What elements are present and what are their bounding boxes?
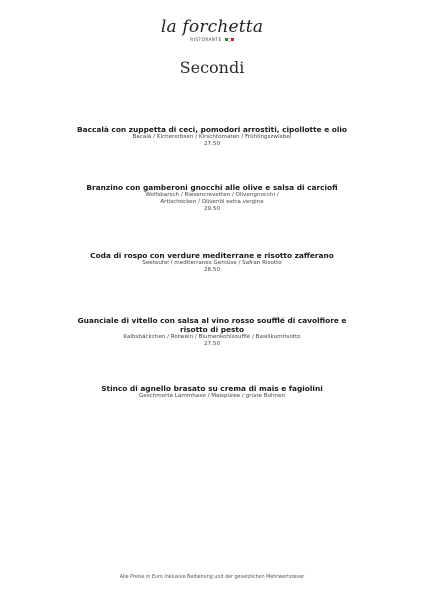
dish-description: Seeteufel / mediterranes Gemüse / Safran Risotto bbox=[142, 260, 282, 266]
dish-price: 27.50 bbox=[203, 341, 220, 347]
dish-name: Coda di rospo con verdure mediterrane e risotto zafferano bbox=[90, 251, 334, 260]
logo-script-text: la forchetta bbox=[160, 17, 264, 37]
dish-description: Kalbsbäckchen / Rotwein / Blumenkohlsoufflé / Basilikumrisotto bbox=[123, 334, 301, 340]
logo-subtitle: RISTORANTE bbox=[190, 37, 222, 42]
dish-name: Branzino con gamberoni gnocchi alle olive e salsa di carciofi bbox=[86, 183, 338, 192]
dish-name: Stinco di agnello brasato su crema di mais e fagiolini bbox=[101, 384, 323, 393]
menu-item bbox=[60, 251, 364, 274]
menu-item bbox=[60, 183, 364, 213]
menu-item bbox=[60, 125, 364, 148]
dish-price: 29.50 bbox=[203, 206, 220, 212]
dish-description: Artischocken / Olivenöl extra vergine bbox=[160, 199, 264, 205]
dish-name: Guanciale di vitello con salsa al vino rosso soufflé di cavolfiore e risotto di pesto bbox=[77, 316, 347, 334]
menu-item bbox=[72, 316, 352, 348]
restaurant-logo bbox=[0, 18, 424, 42]
dish-description: Geschmorte Lammhaxe / Maispüree / grüne Bohnen bbox=[138, 393, 286, 399]
dish-description: Bacalà / Kichererbsen / Kirschtomaten / Frühlingszwiebel bbox=[132, 134, 292, 140]
dish-price: 28.50 bbox=[203, 267, 220, 273]
price-footnote: Alle Preise in Euro inklusive Bedienung und der gesetzlichen Mehrwertsteuer bbox=[119, 575, 305, 580]
menu-item bbox=[60, 384, 364, 400]
dish-price: 27.50 bbox=[203, 141, 220, 147]
dish-description: Wolfsbarsch / Riesencrevetten / Olivengnocchi / bbox=[145, 192, 279, 198]
dish-name: Baccalà con zuppetta di ceci, pomodori arrostiti, cipollotte e olio bbox=[76, 125, 348, 134]
page-title: Secondi bbox=[179, 58, 245, 77]
italian-flag-icon bbox=[225, 38, 234, 42]
